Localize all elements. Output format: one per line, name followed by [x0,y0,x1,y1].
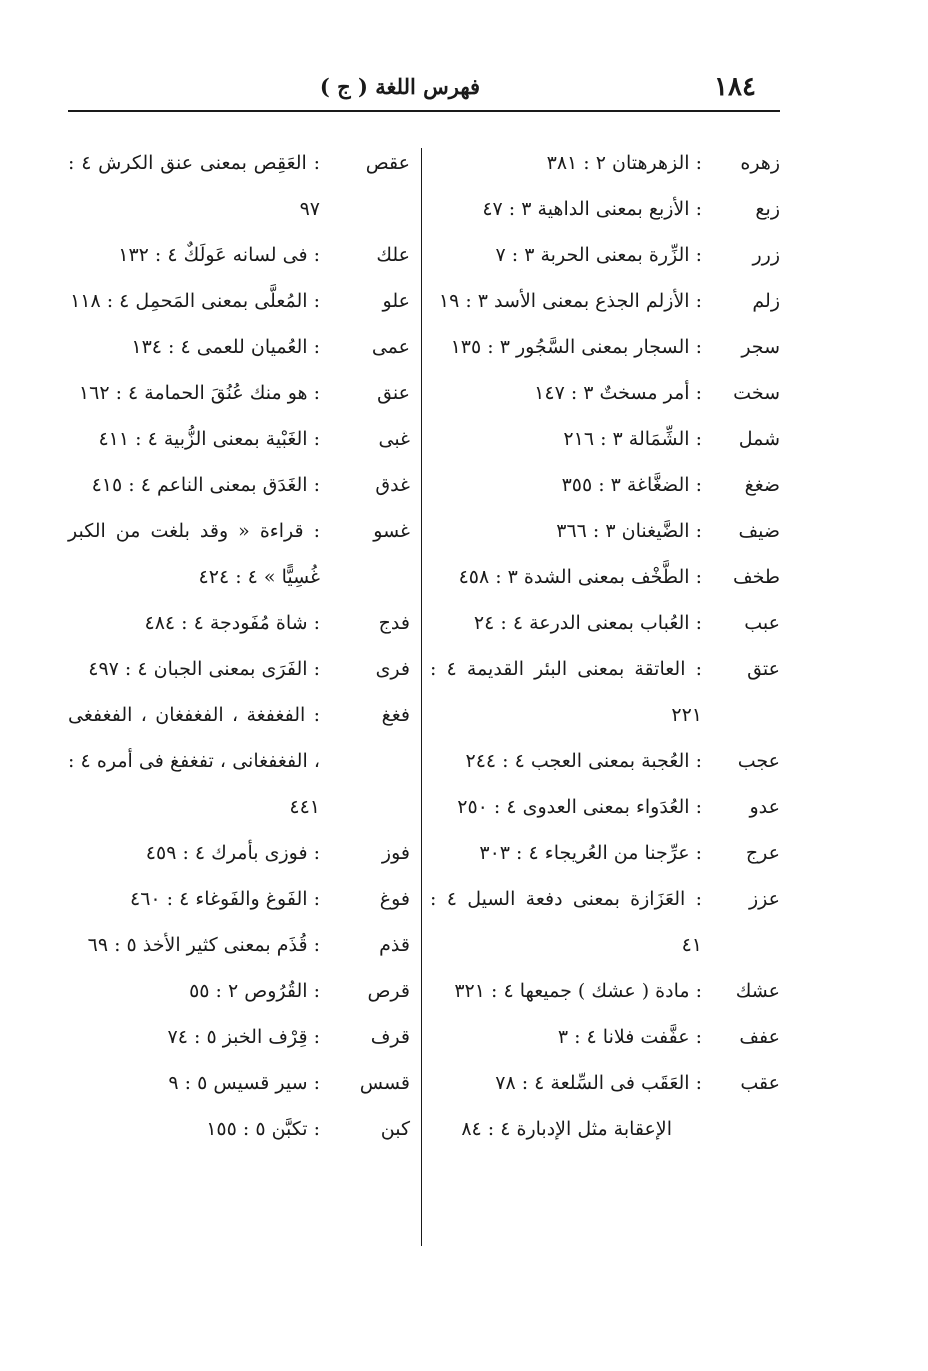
index-entry [68,692,410,830]
entry-root: عرج [745,842,780,864]
entry-text: : قِرْف الخبز ٥ : ٧٤ [167,1026,320,1048]
entry-text: : سير قسيس ٥ : ٩ [168,1072,320,1094]
index-entry [68,462,410,508]
page-number: ١٨٤ [714,72,756,102]
index-entry [430,600,780,646]
entry-text: : الضغَّاغة ٣ : ٣٥٥ [561,474,702,496]
entry-root: غبى [378,428,410,450]
entry-root: عجب [737,750,780,772]
entry-text: : فى لسانه عَولَكٌ ٤ : ١٣٢ [118,244,320,266]
index-entry [68,1060,410,1106]
entry-root: سخت [733,382,780,404]
index-entry [68,140,410,232]
index-entry [430,1014,780,1060]
index-entry [430,554,780,600]
entry-root: طخف [732,566,780,588]
entry-root: قرص [367,980,410,1002]
entry-text: : شاة مُفَودجة ٤ : ٤٨٤ [144,612,320,634]
index-entry [430,738,780,784]
entry-root: علو [382,290,410,312]
entry-root: فغغ [381,704,410,726]
entry-text: : الفَرَى بمعنى الجبان ٤ : ٤٩٧ [88,658,320,680]
entry-text: : العُدَواء بمعنى العدوى ٤ : ٢٥٠ [457,796,702,818]
entry-root: عشك [735,980,780,1002]
entry-root: عدو [749,796,780,818]
index-entry [68,968,410,1014]
index-entry [68,370,410,416]
entry-root: ضيف [738,520,780,542]
entry-root: عبب [744,612,780,634]
entry-text: : فوزى بأمرك ٤ : ٤٥٩ [145,842,320,864]
entry-text: : الفَوغ والفَوغاء ٤ : ٤٦٠ [129,888,320,910]
index-entry [430,1060,780,1106]
entry-text: : الزِّرة بمعنى الحربة ٣ : ٧ [495,244,702,266]
entry-root: زلم [752,290,780,312]
entry-root: غدق [375,474,410,496]
index-entry [430,646,780,738]
entry-root: كبن [380,1118,410,1140]
entry-text: : العُجبة بمعنى العجب ٤ : ٢٤٤ [465,750,702,772]
entry-text: : العَزَازة بمعنى دفعة السيل ٤ : ٤١ [430,888,702,956]
entry-root: ضغغ [744,474,780,496]
entry-root: عقص [365,152,410,174]
entry-root: فرى [375,658,410,680]
index-entry [430,830,780,876]
index-entry [68,1014,410,1060]
entry-text: : مادة ( عشك ) جميعها ٤ : ٣٢١ [454,980,702,1002]
entry-text: : الضَّيغنان ٣ : ٣٦٦ [556,520,702,542]
entry-text: : الغَدَق بمعنى الناعم ٤ : ٤١٥ [91,474,320,496]
right-column [430,140,780,1152]
index-entry [68,232,410,278]
entry-text: : قراءة « وقد بلغت من الكبر غُسِيًّا » ٤ : ٤٢٤ [68,520,320,588]
entry-text: : العُميان للعمى ٤ : ١٣٤ [131,336,320,358]
entry-root: فوز [381,842,410,864]
entry-root: قسس [359,1072,410,1094]
entry-root: علك [376,244,410,266]
index-entry [430,462,780,508]
left-column [68,140,410,1152]
entry-text: : الطَّخْف بمعنى الشدة ٣ : ٤٥٨ [458,566,702,588]
entry-root: عقب [740,1072,780,1094]
entry-text: : السجار بمعنى السَّجُور ٣ : ١٣٥ [450,336,702,358]
index-entry [68,416,410,462]
index-entry [430,278,780,324]
index-entry [68,600,410,646]
column-divider [421,148,422,1246]
header-rule [68,110,780,112]
index-entry [430,508,780,554]
entry-root: عزز [749,888,780,910]
index-entry [68,876,410,922]
entry-text: : العَقَب فى السِّلعة ٤ : ٧٨ [495,1072,702,1094]
entry-text: : القُرُوص ٢ : ٥٥ [189,980,320,1002]
entry-text: : العاتقة بمعنى البئر القديمة ٤ : ٢٢١ [430,658,702,726]
entry-root: عفف [739,1026,780,1048]
entry-text: : تكبَّن ٥ : ١٥٥ [206,1118,320,1140]
index-entry [430,968,780,1014]
entry-text: : هو منك عُنُقَ الحمامة ٤ : ١٦٢ [78,382,320,404]
index-entry [430,232,780,278]
entry-text: : العَقِص بمعنى عنق الكرش ٤ : ٩٧ [68,152,320,220]
entry-text: : الأزبع بمعنى الداهية ٣ : ٤٧ [482,198,702,220]
entry-text: : الشِّمَالة ٣ : ٢١٦ [563,428,702,450]
entry-text: : الفغفغة ، الفغفغان ، الفغفغى ، الفغفغانى ، تفغفغ فى أمره ٤ : ٤٤١ [68,704,320,818]
index-entry [430,370,780,416]
entry-text: : عفَّفت فلانا ٤ : ٣ [557,1026,702,1048]
entry-root: عنق [377,382,410,404]
entry-text: الإعقابة مثل الإدبارة ٤ : ٨٤ [461,1118,672,1140]
entry-root: قذم [379,934,410,956]
page-title: فهرس اللغة ( ج ) [319,74,481,99]
entry-root: زهره [740,152,780,174]
index-entry [430,324,780,370]
entry-text: : العُباب بمعنى الدرعة ٤ : ٢٤ [473,612,702,634]
entry-root: عتق [747,658,780,680]
entry-root: زبع [755,198,780,220]
entry-root: عمى [371,336,410,358]
index-entry [68,646,410,692]
entry-root: شمل [738,428,780,450]
index-entry [430,1106,780,1152]
index-entry [430,784,780,830]
entry-text: : المُعلَّى بمعنى المَحمِل ٤ : ١١٨ [70,290,320,312]
entry-text: : عرِّجنا من العُريجاء ٤ : ٣٠٣ [479,842,702,864]
entry-text: : الغَبْية بمعنى الزُّبية ٤ : ٤١١ [98,428,320,450]
entry-text: : أمر مسختٌ ٣ : ١٤٧ [534,382,702,404]
index-entry [68,278,410,324]
entry-root: فوغ [379,888,410,910]
entry-root: غسو [373,520,410,542]
entry-text: : قُذَم بمعنى كثير الأخذ ٥ : ٦٩ [87,934,320,956]
entry-text: : الزهرهتان ٢ : ٣٨١ [546,152,702,174]
index-entry [430,186,780,232]
index-entry [430,416,780,462]
index-entry [430,876,780,968]
index-entry [430,140,780,186]
entry-root: فدج [378,612,410,634]
entry-root: قرف [370,1026,410,1048]
index-entry [68,922,410,968]
index-entry [68,1106,410,1152]
index-entry [68,324,410,370]
entry-root: سجر [741,336,780,358]
entry-root: زرر [752,244,780,266]
index-entry [68,830,410,876]
index-entry [68,508,410,600]
entry-text: : الأزلم الجذع بمعنى الأسد ٣ : ١٩ [438,290,702,312]
